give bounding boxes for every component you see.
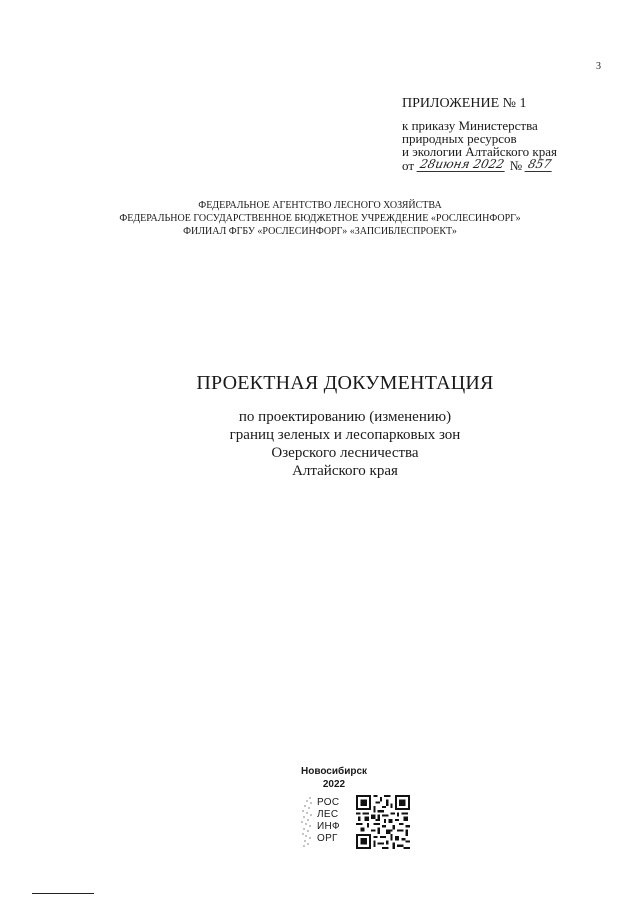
organization-line: ФЕДЕРАЛЬНОЕ ГОСУДАРСТВЕННОЕ БЮДЖЕТНОЕ УЧРЕЖДЕНИЕ «РОСЛЕСИНФОРГ» [119,213,521,224]
organization-line: ФИЛИАЛ ФГБУ «РОСЛЕСИНФОРГ» «ЗАПСИБЛЕСПРОЕКТ» [183,226,457,237]
appendix-line: к приказу Министерства [402,118,538,133]
handwritten-number: 857 [525,158,555,172]
handwritten-date: 28июня 2022 [417,158,508,172]
date-prefix: от [402,158,415,173]
organization-line: ФЕДЕРАЛЬНОЕ АГЕНТСТВО ЛЕСНОГО ХОЗЯЙСТВА [198,200,442,211]
place: Новосибирск [300,766,368,777]
document-subtitle [0,408,640,480]
appendix-title: ПРИЛОЖЕНИЕ № 1 [402,96,527,111]
appendix-date-row [402,158,602,172]
number-label: № [509,158,523,173]
qr-code-icon [356,795,410,849]
logo-dots-icon [301,795,313,849]
year: 2022 [322,779,346,790]
logo-block [301,795,411,851]
bottom-rule [32,893,94,894]
logo-line: РОС [317,797,340,808]
page-number: 3 [596,61,601,72]
logo-text [317,797,340,845]
subtitle-line: по проектированию (изменению) [238,409,452,425]
logo-line: ИНФ [317,821,340,832]
subtitle-line: Алтайского края [292,463,398,479]
subtitle-line: границ зеленых и лесопарковых зон [229,427,461,443]
document-title: ПРОЕКТНАЯ ДОКУМЕНТАЦИЯ [196,372,494,394]
logo-line: ОРГ [317,833,338,844]
appendix-line: и экологии Алтайского края [402,144,557,159]
place-year-block [0,765,640,791]
organization-block [0,199,640,238]
subtitle-line: Озерского лесничества [271,445,419,461]
appendix-block [402,97,602,172]
appendix-line: природных ресурсов [402,131,517,146]
logo-line: ЛЕС [317,809,339,820]
